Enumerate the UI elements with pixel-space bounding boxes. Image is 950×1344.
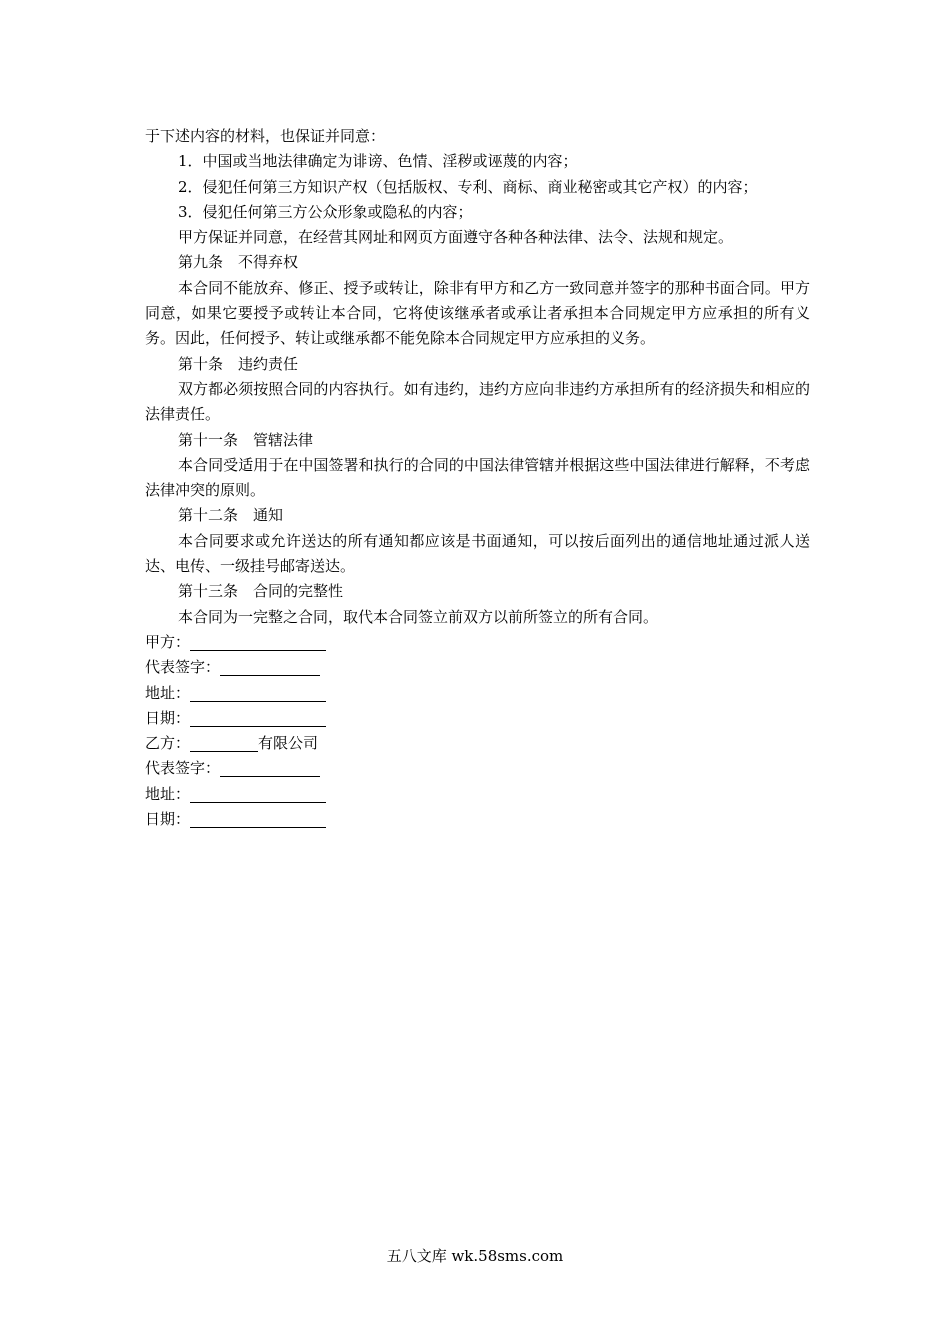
rep-sign-a-label: 代表签字：	[145, 658, 221, 677]
rep-sign-a-blank	[220, 657, 320, 676]
article-9-text: 本合同不能放弃、修正、授予或转让，除非有甲方和乙方一致同意并签字的那种书面合同。甲方同意，如果它要授予或转让本合同，它将使该继承者或承让者承担本合同规定甲方应承担的所有义务。因此，任何授予、转让或继承都不能免除本合同规定甲方应承担的义务。	[145, 278, 810, 348]
list-item: 2．侵犯任何第三方知识产权（包括版权、专利、商标、商业秘密或其它产权）的内容；	[178, 177, 758, 196]
article-9-heading: 第九条 不得弃权	[178, 253, 299, 272]
article-10-heading: 第十条 违约责任	[178, 354, 299, 373]
party-b-line	[145, 731, 810, 756]
intro-line: 于下述内容的材料，也保证并同意：	[145, 127, 386, 145]
date-a-label: 日期：	[145, 708, 191, 727]
footer-watermark: 五八文库 wk.58sms.com	[386, 1247, 564, 1265]
article-10-text: 双方都必须按照合同的内容执行。如有违约，违约方应向非违约方承担所有的经济损失和相应的法律责任。	[145, 379, 810, 424]
comply-paragraph: 甲方保证并同意，在经营其网址和网页方面遵守各种各种法律、法令、法规和规定。	[178, 228, 734, 247]
party-b-label: 乙方：	[145, 734, 191, 753]
rep-sign-b-label: 代表签字：	[145, 759, 221, 778]
article-13-heading: 第十三条 合同的完整性	[178, 582, 344, 601]
article-11-heading: 第十一条 管辖法律	[178, 430, 314, 449]
party-a-label: 甲方：	[145, 632, 191, 651]
date-b-line	[145, 807, 810, 832]
article-11-text: 本合同受适用于在中国签署和执行的合同的中国法律管辖并根据这些中国法律进行解释，不考虑法律冲突的原则。	[145, 455, 810, 500]
party-a-line	[145, 630, 810, 655]
document-body	[145, 124, 810, 832]
address-b-label: 地址：	[145, 784, 191, 803]
party-b-blank	[190, 733, 258, 752]
article-12-text: 本合同要求或允许送达的所有通知都应该是书面通知，可以按后面列出的通信地址通过派人送达、电传、一级挂号邮寄送达。	[145, 531, 810, 576]
date-b-label: 日期：	[145, 810, 191, 829]
rep-sign-b-line	[145, 756, 810, 781]
date-a-blank	[190, 708, 326, 727]
date-a-line	[145, 706, 810, 731]
article-13-text: 本合同为一完整之合同，取代本合同签立前双方以前所签立的所有合同。	[178, 607, 659, 626]
list-item: 3．侵犯任何第三方公众形象或隐私的内容；	[178, 202, 473, 221]
address-b-line	[145, 782, 810, 807]
article-12-heading: 第十二条 通知	[178, 506, 284, 525]
address-b-blank	[190, 784, 326, 803]
address-a-label: 地址：	[145, 683, 191, 702]
address-a-line	[145, 681, 810, 706]
rep-sign-b-blank	[220, 758, 320, 777]
party-a-blank	[190, 632, 326, 651]
address-a-blank	[190, 683, 326, 702]
party-b-suffix: 有限公司	[258, 734, 319, 753]
rep-sign-a-line	[145, 655, 810, 680]
date-b-blank	[190, 809, 326, 828]
list-item: 1．中国或当地法律确定为诽谤、色情、淫秽或诬蔑的内容；	[178, 152, 578, 171]
